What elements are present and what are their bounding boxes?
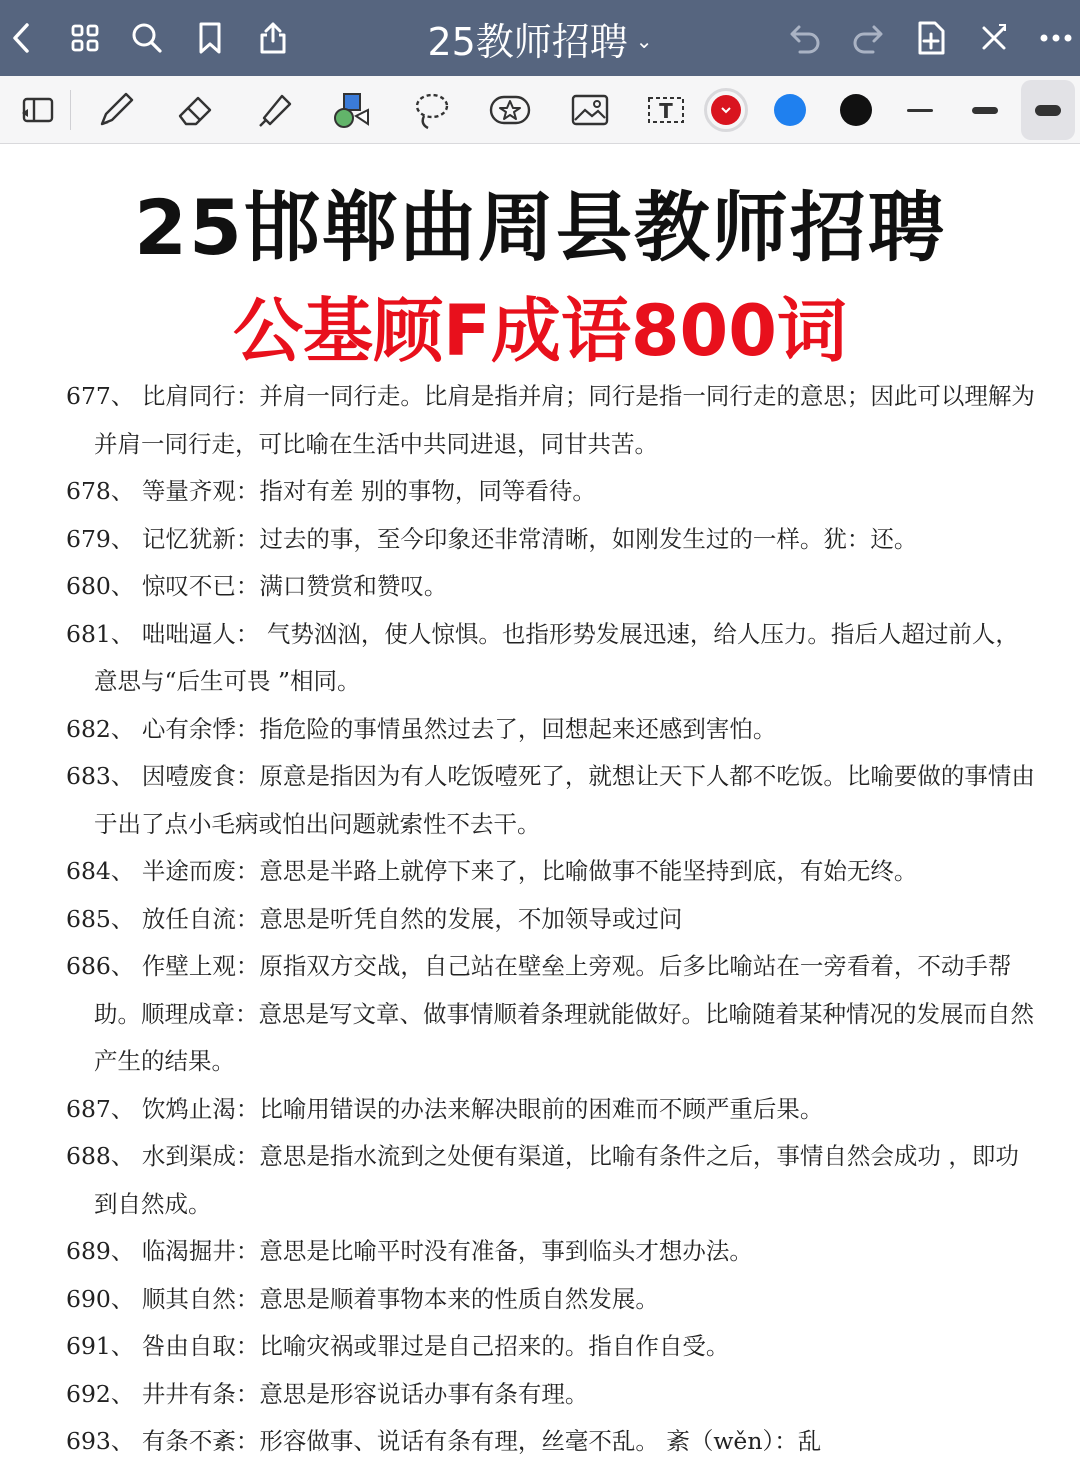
toolbar-divider bbox=[70, 90, 71, 130]
grid-icon[interactable] bbox=[57, 10, 113, 66]
color-swatch-red[interactable] bbox=[696, 80, 756, 140]
color-swatch-black-fill bbox=[840, 94, 872, 126]
entry-definition: ：原意是指因为有人吃饭噎死了，就想让天下人都不吃饭。比喻要做的事情由于出了点小毛病或怕出问题就索性不去干。 bbox=[94, 762, 1035, 838]
entry-definition: ：指对有差 别的事物，同等看待。 bbox=[235, 477, 596, 505]
back-icon[interactable] bbox=[0, 10, 50, 66]
close-icon[interactable] bbox=[966, 10, 1022, 66]
entry-definition: ：意思是比喻平时没有准备，事到临头才想办法。 bbox=[235, 1237, 753, 1265]
search-icon[interactable] bbox=[119, 10, 175, 66]
entry-number: 684、 bbox=[66, 857, 135, 885]
entry-idiom: 等量齐观 bbox=[141, 477, 236, 505]
document-page[interactable] bbox=[0, 145, 1080, 1455]
entry-idiom: 临渴掘井 bbox=[141, 1237, 236, 1265]
read-mode-icon[interactable] bbox=[8, 80, 68, 140]
entry-idiom: 咎由自取 bbox=[141, 1332, 236, 1360]
entry-definition: ：并肩一同行走。比肩是指并肩；同行是指一同行走的意思；因此可以理解为并肩一同行走，可比喻在生活中共同进退，同甘共苦。 bbox=[94, 382, 1035, 458]
undo-icon[interactable] bbox=[777, 10, 833, 66]
entry-number: 679、 bbox=[66, 524, 135, 553]
list-item bbox=[66, 706, 1036, 754]
color-swatch-red-fill bbox=[711, 95, 741, 125]
entry-number: 690、 bbox=[66, 1284, 135, 1313]
entry-number: 683、 bbox=[66, 762, 135, 790]
list-item bbox=[66, 611, 1036, 706]
text-box-icon[interactable] bbox=[636, 80, 696, 140]
entry-idiom: 半途而废 bbox=[141, 857, 236, 885]
highlighter-icon[interactable] bbox=[246, 80, 306, 140]
entry-definition: ：意思是指水流到之处便有渠道，比喻有条件之后，事情自然会成功 ，即功到自然成。 bbox=[94, 1142, 1019, 1218]
entry-idiom: 惊叹不已 bbox=[141, 572, 236, 600]
entry-number: 693、 bbox=[66, 1427, 135, 1455]
eraser-icon[interactable] bbox=[166, 80, 226, 140]
entry-number: 687、 bbox=[66, 1094, 135, 1123]
entry-definition: ：满口赞赏和赞叹。 bbox=[235, 572, 448, 600]
entry-number: 677、 bbox=[66, 382, 135, 410]
entry-definition: ：比喻用错误的办法来解决眼前的困难而不顾严重后果。 bbox=[235, 1094, 824, 1123]
redo-icon[interactable] bbox=[840, 10, 896, 66]
list-item bbox=[66, 1323, 1036, 1371]
entry-definition: ：指危险的事情虽然过去了，回想起来还感到害怕。 bbox=[235, 714, 777, 743]
entry-idiom: 作壁上观 bbox=[141, 952, 236, 980]
entry-number: 682、 bbox=[66, 714, 135, 743]
document-title-text: 25教师招聘 bbox=[427, 19, 628, 64]
document-subheading: 公基顾F成语800词 bbox=[233, 290, 847, 372]
document-heading: 25邯郸曲周县教师招聘 bbox=[134, 183, 946, 272]
entry-idiom: 井井有条 bbox=[141, 1379, 236, 1408]
entry-idiom: 因噎废食 bbox=[141, 762, 236, 790]
entry-number: 688、 bbox=[66, 1142, 135, 1170]
stroke-width-thick-line bbox=[1035, 105, 1061, 116]
chevron-down-icon bbox=[720, 106, 732, 114]
list-item bbox=[66, 896, 1036, 944]
color-swatch-blue-fill bbox=[774, 94, 806, 126]
shapes-icon[interactable] bbox=[322, 80, 382, 140]
list-item bbox=[66, 943, 1036, 1086]
more-icon[interactable] bbox=[1028, 10, 1084, 66]
list-item bbox=[66, 1276, 1036, 1324]
list-item bbox=[66, 1086, 1036, 1134]
entry-definition: ：意思是半路上就停下来了，比喻做事不能坚持到底，有始无终。 bbox=[235, 857, 918, 885]
entry-idiom: 饮鸩止渴 bbox=[141, 1094, 236, 1123]
color-swatch-red-ring bbox=[704, 88, 748, 132]
color-swatch-black[interactable] bbox=[826, 80, 886, 140]
chevron-down-icon: ⌄ bbox=[635, 29, 653, 53]
entry-number: 681、 bbox=[66, 619, 135, 648]
annotation-toolbar bbox=[0, 76, 1080, 144]
stroke-width-medium[interactable] bbox=[955, 80, 1015, 140]
document-title[interactable] bbox=[300, 0, 780, 76]
share-icon[interactable] bbox=[245, 10, 301, 66]
svg-text:T: T bbox=[659, 99, 673, 123]
lasso-icon[interactable] bbox=[402, 80, 462, 140]
top-navigation-bar bbox=[0, 0, 1080, 76]
image-icon[interactable] bbox=[560, 80, 620, 140]
list-item bbox=[66, 848, 1036, 896]
stroke-width-medium-line bbox=[972, 107, 998, 114]
entry-idiom: 记忆犹新 bbox=[141, 524, 236, 553]
list-item bbox=[66, 1418, 1036, 1466]
entry-definition: ：意思是听凭自然的发展，不加领导或过问 bbox=[235, 904, 683, 933]
entry-idiom: 咄咄逼人 bbox=[141, 619, 236, 648]
entry-number: 678、 bbox=[66, 477, 135, 505]
list-item bbox=[66, 1371, 1036, 1419]
entry-definition: ：比喻灾祸或罪过是自己招来的。指自作自受。 bbox=[235, 1332, 730, 1360]
entry-definition: ：意思是顺着事物本来的性质自然发展。 bbox=[235, 1284, 659, 1313]
entry-definition: ：过去的事，至今印象还非常清晰，如刚发生过的一样。犹：还。 bbox=[235, 524, 918, 553]
entry-number: 685、 bbox=[66, 904, 135, 933]
list-item bbox=[66, 516, 1036, 564]
entry-number: 691、 bbox=[66, 1332, 135, 1360]
entry-definition: ： 气势汹汹，使人惊惧。也指形势发展迅速，给人压力。指后人超过前人，意思与“后生可畏 ”相同。 bbox=[94, 619, 1019, 695]
stroke-width-thin[interactable] bbox=[890, 80, 950, 140]
entry-idiom: 有条不紊 bbox=[141, 1427, 236, 1455]
list-item bbox=[66, 373, 1036, 468]
list-item bbox=[66, 1228, 1036, 1276]
sticker-icon[interactable] bbox=[480, 80, 540, 140]
entry-number: 680、 bbox=[66, 572, 135, 600]
list-item bbox=[66, 1133, 1036, 1228]
entry-idiom: 心有余悸 bbox=[141, 714, 236, 743]
stroke-width-thin-line bbox=[907, 109, 933, 112]
pen-icon[interactable] bbox=[86, 80, 146, 140]
entry-definition: ：意思是形容说话办事有条有理。 bbox=[235, 1379, 589, 1408]
stroke-width-thick[interactable] bbox=[1021, 80, 1075, 140]
entry-idiom: 比肩同行 bbox=[141, 382, 236, 410]
entry-number: 686、 bbox=[66, 952, 135, 980]
entry-idiom: 水到渠成 bbox=[141, 1142, 236, 1170]
color-swatch-blue[interactable] bbox=[760, 80, 820, 140]
list-item bbox=[66, 563, 1036, 611]
entry-number: 689、 bbox=[66, 1237, 135, 1265]
entry-definition: ：形容做事、说话有条有理，丝毫不乱。 紊（wěn）：乱 bbox=[235, 1427, 822, 1455]
entry-idiom: 顺其自然 bbox=[141, 1284, 236, 1313]
list-item bbox=[66, 753, 1036, 848]
idiom-list bbox=[66, 373, 1036, 1466]
entry-idiom: 放任自流 bbox=[141, 904, 236, 933]
entry-number: 692、 bbox=[66, 1379, 135, 1408]
add-page-icon[interactable] bbox=[903, 10, 959, 66]
entry-definition: ：原指双方交战，自己站在壁垒上旁观。后多比喻站在一旁看着，不动手帮助。顺理成章：意思是写文章、做事情顺着条理就能做好。比喻随着某种情况的发展而自然产生的结果。 bbox=[94, 952, 1034, 1075]
bookmark-icon[interactable] bbox=[182, 10, 238, 66]
list-item bbox=[66, 468, 1036, 516]
